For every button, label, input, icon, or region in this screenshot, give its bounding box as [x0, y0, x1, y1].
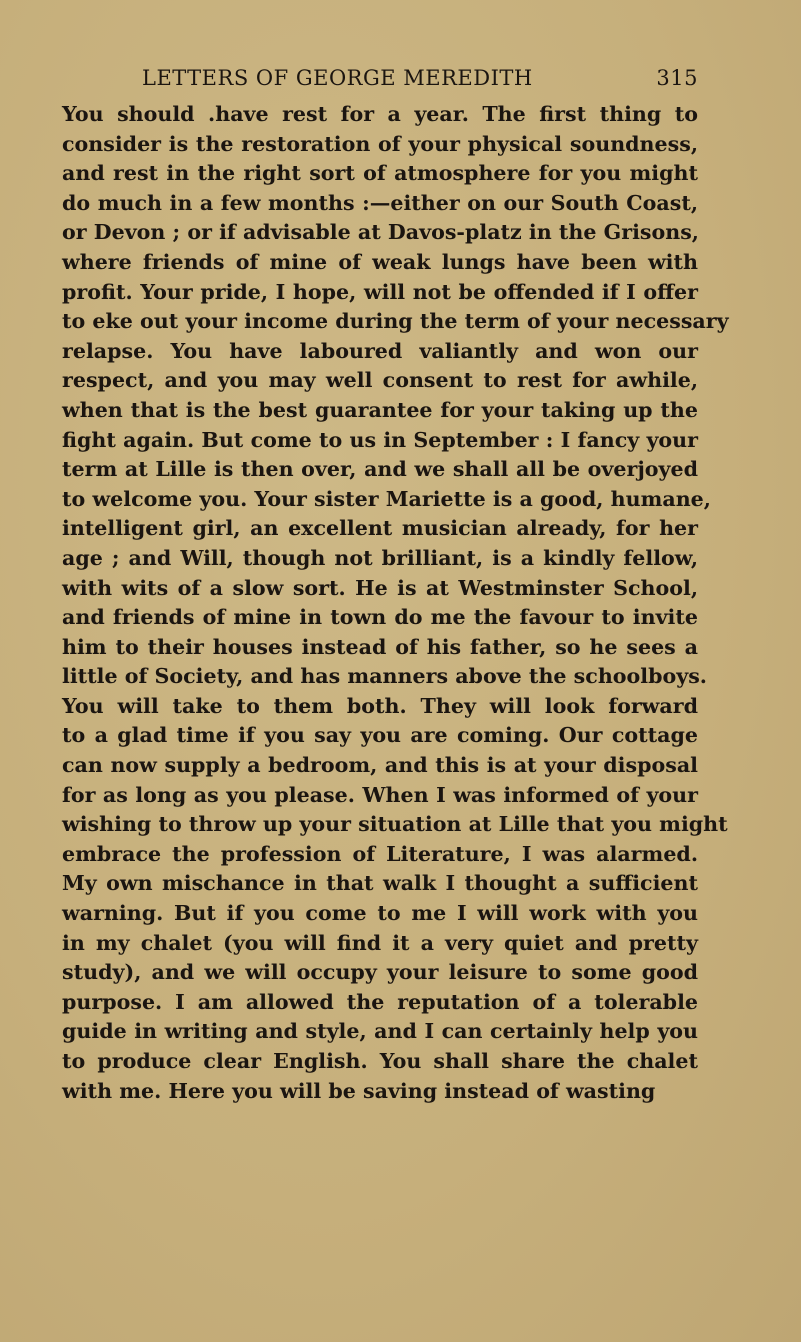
- text-line: study), and we will occupy your leisure to some good: [62, 960, 698, 985]
- text-line: him to their houses instead of his father, so he sees a: [62, 634, 698, 659]
- text-line: and friends of mine in town do me the favour to invite: [62, 605, 698, 630]
- text-line: can now supply a bedroom, and this is at your disposal: [62, 753, 698, 778]
- text-line: warning. But if you come to me I will work with you: [62, 901, 698, 926]
- text-line: when that is the best guarantee for your taking up the: [62, 397, 698, 422]
- text-line: You will take to them both. They will look forward: [62, 693, 698, 718]
- text-line: term at Lille is then over, and we shall all be overjoyed: [62, 457, 698, 482]
- text-line: profit. Your pride, I hope, will not be offended if I offer: [62, 279, 698, 304]
- text-line: respect, and you may well consent to rest for awhile,: [62, 368, 698, 393]
- text-line: with me. Here you will be saving instead of wasting: [62, 1078, 656, 1103]
- text-line: and rest in the right sort of atmosphere for you might: [62, 161, 698, 186]
- text-line: My own mischance in that walk I thought a sufficient: [62, 871, 698, 896]
- text-line: with wits of a slow sort. He is at Westminster School,: [62, 575, 698, 600]
- text-line: fight again. But come to us in September : I fancy your: [62, 427, 698, 452]
- page-number: 315: [656, 66, 698, 90]
- text-line: age ; and Will, though not brilliant, is a kindly fellow,: [62, 545, 698, 570]
- text-line: to a glad time if you say you are coming. Our cottage: [62, 723, 698, 748]
- running-head: [98, 66, 698, 96]
- text-line: You should .have rest for a year. The first thing to: [62, 102, 698, 126]
- text-line: where friends of mine of weak lungs have been with: [62, 249, 698, 274]
- text-line: consider is the restoration of your physical soundness,: [62, 131, 698, 156]
- text-line: do much in a few months :—either on our South Coast,: [62, 190, 698, 215]
- text-line: to produce clear English. You shall share the chalet: [62, 1049, 698, 1073]
- running-title: LETTERS OF GEORGE MEREDITH: [142, 66, 533, 90]
- text-line: wishing to throw up your situation at Lille that you might: [62, 812, 728, 837]
- text-line: embrace the profession of Literature, I was alarmed.: [62, 841, 698, 866]
- text-line: guide in writing and style, and I can certainly help you: [62, 1019, 698, 1044]
- letter-body: [62, 100, 729, 1106]
- text-line: to welcome you. Your sister Mariette is a good, humane,: [62, 486, 711, 511]
- text-line: little of Society, and has manners above the schoolboys.: [62, 664, 707, 689]
- text-line: intelligent girl, an excellent musician already, for her: [62, 516, 698, 541]
- text-line: or Devon ; or if advisable at Davos-platz in the Grisons,: [62, 220, 699, 245]
- text-line: to eke out your income during the term of your necessary: [62, 309, 729, 334]
- text-line: purpose. I am allowed the reputation of a tolerable: [62, 989, 698, 1014]
- text-line: relapse. You have laboured valiantly and won our: [62, 338, 698, 363]
- text-line: for as long as you please. When I was informed of your: [62, 782, 698, 807]
- text-line: in my chalet (you will find it a very quiet and pretty: [62, 930, 698, 955]
